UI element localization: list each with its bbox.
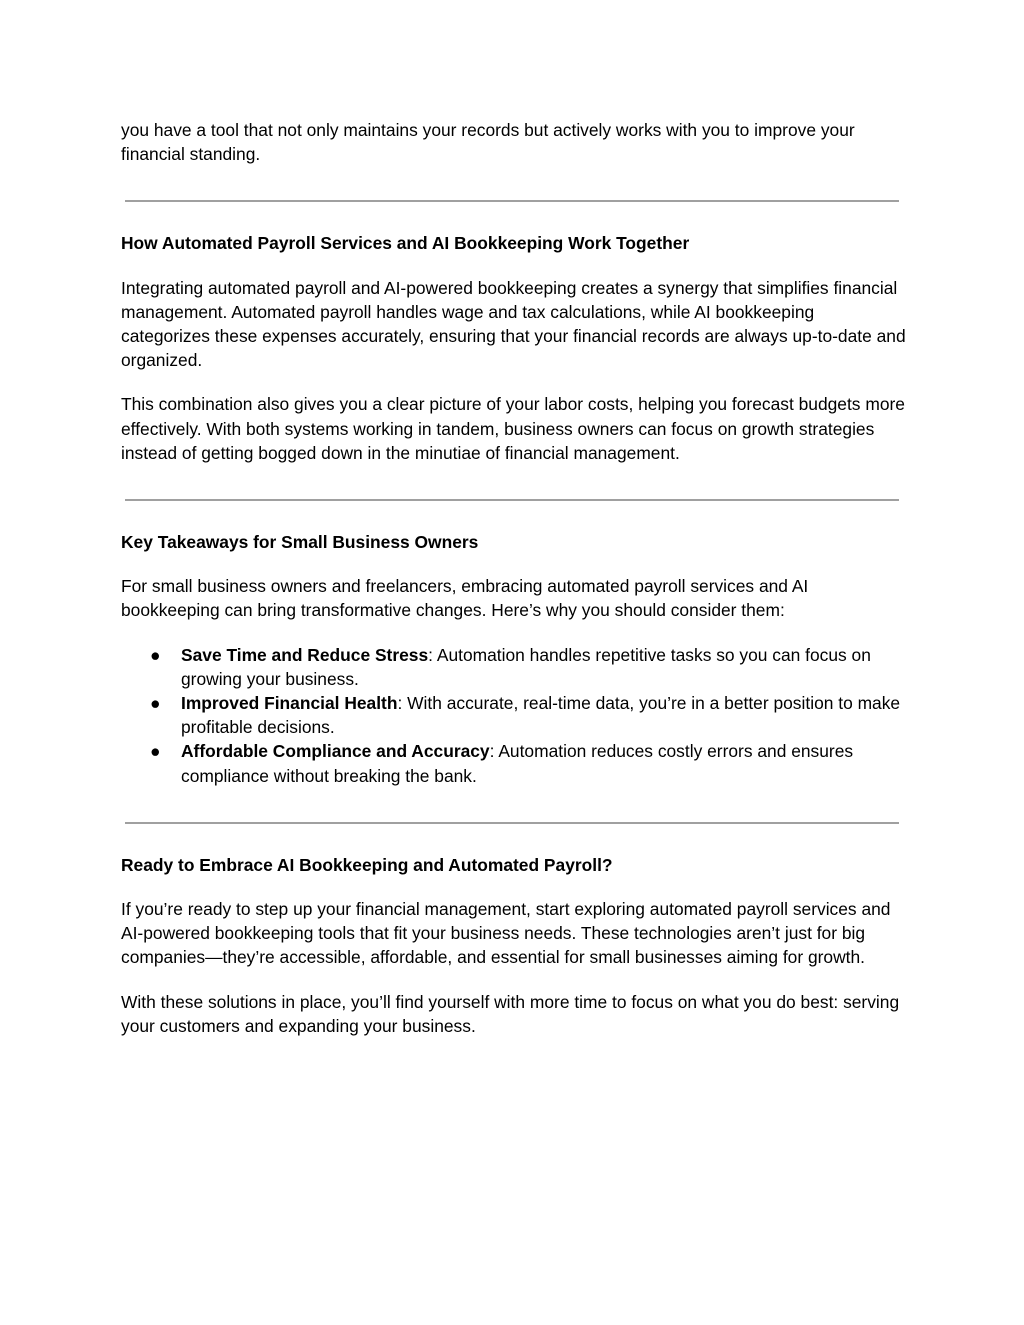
- takeaways-list: [121, 643, 907, 788]
- list-item-text: : Automation reduces costly errors and ensures compliance without breaking the bank.: [181, 741, 854, 786]
- body-paragraph: If you’re ready to step up your financial management, start exploring automated payroll services and AI-powered bookkeeping tools that fit your business needs. These technologies aren’t just for big companies—they’re accessible, affordable, and essential for small businesses aiming for growth.: [121, 899, 891, 968]
- intro-paragraph: you have a tool that not only maintains your records but actively works with you to improve your financial standing.: [121, 120, 855, 165]
- body-paragraph: This combination also gives you a clear picture of your labor costs, helping you forecast budgets more effectively. With both systems working in tandem, business owners can focus on growth strategies instead of getting bogged down in the minutiae of financial management.: [121, 394, 905, 463]
- section-heading: Key Takeaways for Small Business Owners: [121, 532, 479, 553]
- list-item-term: Save Time and Reduce Stress: [181, 644, 429, 665]
- section-heading: Ready to Embrace AI Bookkeeping and Automated Payroll?: [121, 854, 613, 875]
- list-item-term: Improved Financial Health: [181, 693, 398, 714]
- list-item-text: : With accurate, real-time data, you’re in a better position to make profitable decisions.: [181, 693, 901, 738]
- bullet-icon: ●: [150, 693, 161, 714]
- section-heading: How Automated Payroll Services and AI Bookkeeping Work Together: [121, 233, 690, 254]
- list-item: [121, 643, 907, 691]
- body-paragraph: For small business owners and freelancers, embracing automated payroll services and AI bookkeeping can bring transformative changes. Here’s why you should consider them:: [121, 576, 809, 621]
- body-paragraph: With these solutions in place, you’ll find yourself with more time to focus on what you do best: serving your customers and expanding your business.: [121, 991, 900, 1036]
- list-item: [121, 691, 907, 739]
- bullet-icon: ●: [150, 644, 161, 665]
- list-item-term: Affordable Compliance and Accuracy: [181, 741, 490, 762]
- body-paragraph: Integrating automated payroll and AI-powered bookkeeping creates a synergy that simplifies financial management. Automated payroll handles wage and tax calculations, while AI bookkeeping categorizes these expenses accurately, ensuring that your financial records are always up-to-date and organized.: [121, 277, 906, 371]
- list-item-text: : Automation handles repetitive tasks so you can focus on growing your business.: [181, 644, 871, 689]
- document-page: [121, 118, 907, 1038]
- list-item: [121, 739, 907, 787]
- bullet-icon: ●: [150, 741, 161, 762]
- section-divider: [125, 499, 899, 501]
- section-divider: [125, 822, 899, 824]
- section-divider: [125, 200, 899, 202]
